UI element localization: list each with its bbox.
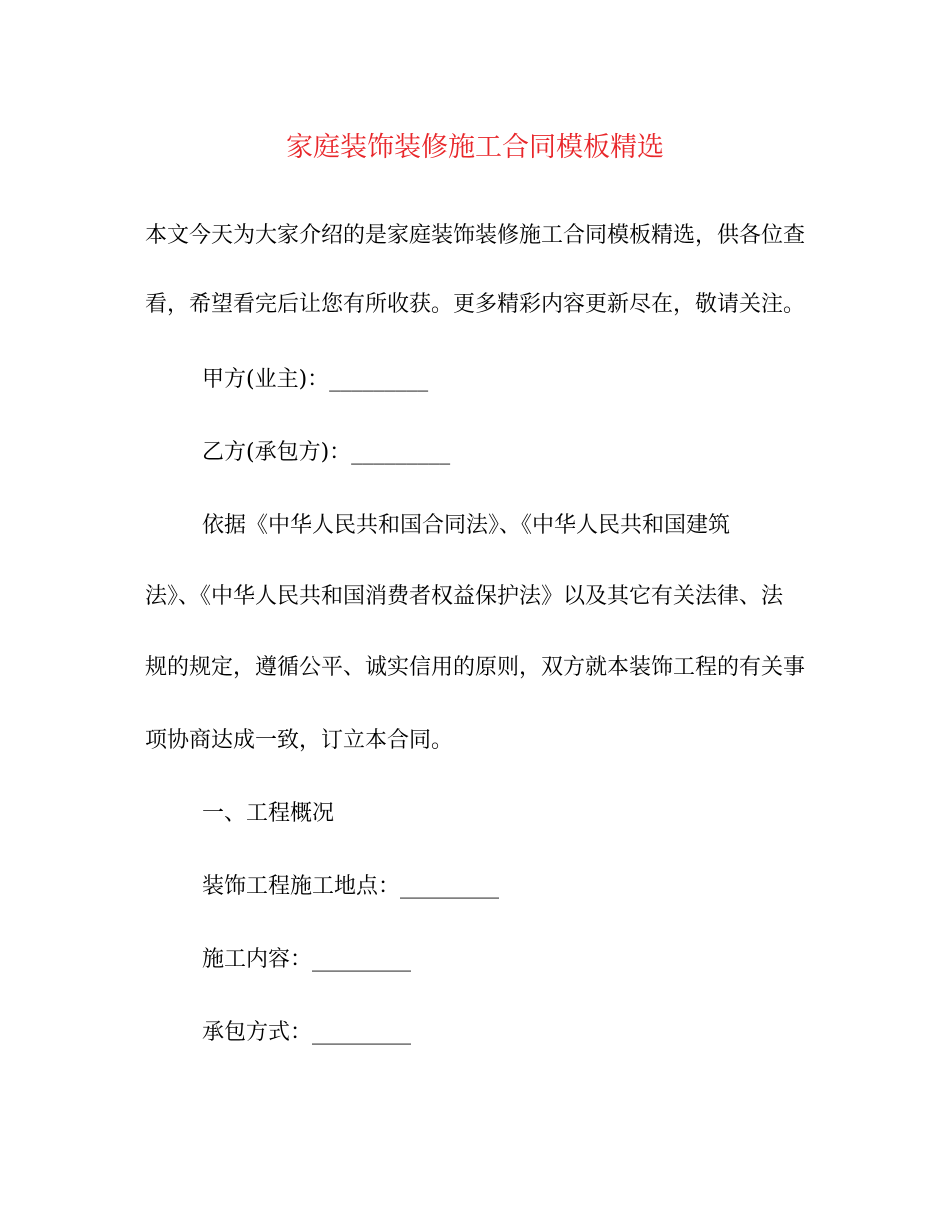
- basis-line-3: 规的规定，遵循公平、诚实信用的原则，双方就本装饰工程的有关事: [145, 655, 806, 680]
- party-b-field: 乙方(承包方)：_________: [202, 440, 451, 465]
- site-location-field: 装饰工程施工地点：_________: [202, 874, 500, 899]
- contract-method-field: 承包方式：_________: [202, 1020, 412, 1045]
- basis-line-1: 依据《中华人民共和国合同法》、《中华人民共和国建筑: [202, 513, 731, 538]
- intro-line-1: 本文今天为大家介绍的是家庭装饰装修施工合同模板精选，供各位查: [145, 223, 806, 248]
- construction-content-field: 施工内容：_________: [202, 947, 412, 972]
- section-heading-overview: 一、工程概况: [202, 801, 335, 826]
- basis-line-2: 法》、《中华人民共和国消费者权益保护法》以及其它有关法律、法: [145, 584, 784, 609]
- basis-line-4: 项协商达成一致，订立本合同。: [145, 728, 454, 753]
- intro-line-2: 看，希望看完后让您有所收获。更多精彩内容更新尽在，敬请关注。: [145, 292, 806, 317]
- document-title: 家庭装饰装修施工合同模板精选: [286, 132, 664, 163]
- party-a-field: 甲方(业主)：_________: [202, 367, 429, 392]
